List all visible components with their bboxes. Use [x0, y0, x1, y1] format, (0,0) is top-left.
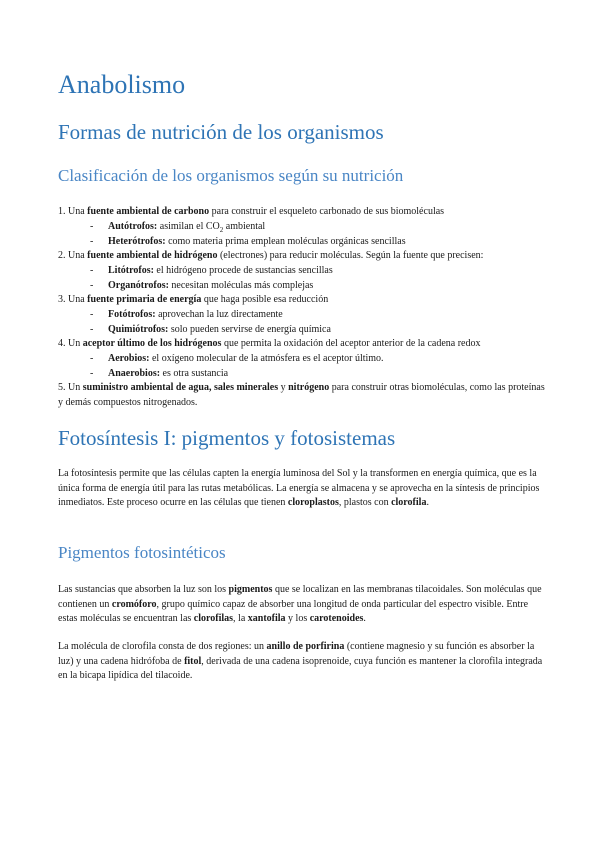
sub-item-text: aprovechan la luz directamente	[155, 309, 283, 320]
paragraph-bold: clorofilas	[193, 613, 234, 624]
page-title: Anabolismo	[58, 70, 186, 99]
subsection-heading-pigmentos: Pigmentos fotosintéticos	[58, 543, 226, 562]
list-item-text: 5. Un	[58, 382, 83, 393]
sub-item-bold: Heterótrofos:	[108, 236, 166, 247]
sub-item-text: como materia prima emplean moléculas orgánicas sencillas	[165, 236, 406, 247]
list-item-5	[58, 381, 548, 410]
paragraph-text: , grupo químico capaz de absorber una longitud de onda particular del espectro visible. Entre estas moléculas se encuentran las	[58, 598, 529, 624]
sub-item-litotrofos: - Litótrofos: el hidrógeno procede de sustancias sencillas	[90, 265, 333, 276]
list-item-bold: suministro ambiental de agua, sales minerales	[82, 382, 279, 393]
sub-item-text: asimilan el CO	[157, 221, 220, 232]
paragraph-bold: cromóforo	[111, 598, 157, 610]
sub-item-bold: Litótrofos:	[108, 265, 154, 276]
paragraph-clorofila	[58, 640, 548, 684]
sub-item-bold: Autótrofos:	[108, 221, 158, 232]
list-item-bold: nitrógeno	[288, 382, 330, 393]
list-item-4	[58, 337, 481, 351]
sub-item-aerobios: - Aerobios: el oxígeno molecular de la atmósfera es el aceptor último.	[90, 353, 384, 364]
sub-item-heterotrofos: - Heterótrofos: como materia prima emplean moléculas orgánicas sencillas	[90, 236, 406, 247]
paragraph-bold: xantofila	[247, 613, 286, 624]
paragraph-text: , la	[233, 613, 248, 624]
section-heading-nutricion: Formas de nutrición de los organismos	[58, 120, 384, 144]
sub-item-fototrofos: - Fotótrofos: aprovechan la luz directamente	[90, 309, 283, 320]
list-item-bold: fuente ambiental de hidrógeno	[87, 250, 218, 261]
list-item-text: para construir otras biomoléculas, como las proteínas y demás compuestos nitrogenados.	[58, 382, 545, 408]
paragraph-text: que se localizan en las membranas tilacoidales. Son moléculas que contienen un	[58, 584, 542, 610]
paragraph-text: , plastos con	[338, 497, 392, 508]
sub-item-anaerobios: - Anaerobios: es otra sustancia	[90, 368, 229, 379]
list-item-3	[58, 293, 328, 307]
sub-item-text: ambiental	[223, 221, 266, 232]
paragraph-bold: fitol	[184, 655, 202, 667]
list-item-bold: fuente ambiental de carbono	[87, 206, 210, 217]
sub-item-organotrofos: - Organótrofos: necesitan moléculas más complejas	[90, 280, 314, 291]
list-item-text: para construir el esqueleto carbonado de sus biomoléculas	[209, 206, 445, 217]
list-item-bold: aceptor último de los hidrógenos	[82, 338, 222, 349]
paragraph-bold: anillo de porfirina	[266, 641, 345, 652]
sub-item-bold: Fotótrofos:	[108, 309, 156, 320]
paragraph-pigmentos	[58, 583, 548, 627]
list-item-bold: fuente primaria de energía	[87, 294, 202, 305]
sub-item-text: solo pueden servirse de energía química	[168, 324, 331, 335]
sub-item-text: necesitan moléculas más complejas	[168, 280, 314, 291]
subsection-heading-clasificacion: Clasificación de los organismos según su nutrición	[58, 166, 404, 185]
list-item-2	[58, 249, 483, 263]
sub-item-autotrofos: - Autótrofos: asimilan el $CO_2$ ambiental	[90, 221, 266, 234]
list-item-text: (electrones) para reducir moléculas. Según la fuente que precisen:	[217, 250, 484, 261]
list-item-text: 4. Un	[58, 338, 83, 349]
sub-item-quimiotrofos: - Quimiótrofos: solo pueden servirse de energía química	[90, 324, 331, 335]
subscript: 2	[219, 226, 224, 234]
paragraph-fotosintesis	[58, 467, 548, 511]
paragraph-text: , derivada de una cadena isoprenoide, cuya función es mantener la clorofila integrada en la bicapa lipídica del tilacoide.	[58, 655, 543, 681]
paragraph-bold: cloroplastos	[287, 497, 339, 508]
sub-item-bold: Aerobios:	[108, 353, 150, 364]
list-item-text: y	[278, 382, 289, 393]
list-item-text: 3. Una	[58, 294, 88, 305]
paragraph-text: y los	[285, 613, 310, 624]
list-item-text: 1. Una	[58, 206, 88, 217]
paragraph-text: (contiene magnesio y su función es absorber la luz) y una cadena hidrófoba de	[58, 641, 535, 667]
paragraph-bold: pigmentos	[228, 584, 273, 595]
paragraph-text: La molécula de clorofila consta de dos regiones: un	[58, 641, 267, 652]
sub-item-bold: Anaerobios:	[108, 368, 161, 379]
list-item-1	[58, 205, 444, 219]
paragraph-text: .	[426, 497, 429, 508]
sub-item-text: el oxígeno molecular de la atmósfera es el aceptor último.	[149, 353, 384, 364]
paragraph-text: La fotosíntesis permite que las células capten la energía luminosa del Sol y la transformen en energía química, que es la única forma de energía útil para las rutas metabólicas. La energía se almacena y se aprovecha en la síntesis de principios inmediatos. Este proceso ocurre en las células que tienen	[58, 468, 540, 508]
list-item-text: 2. Una	[58, 250, 88, 261]
sub-item-text: el hidrógeno procede de sustancias sencillas	[153, 265, 333, 276]
sub-item-bold: Organótrofos:	[108, 280, 169, 291]
list-item-text: que haga posible esa reducción	[201, 294, 329, 305]
list-item-text: que permita la oxidación del aceptor anterior de la cadena redox	[221, 338, 481, 349]
section-heading-fotosintesis: Fotosíntesis I: pigmentos y fotosistemas	[58, 426, 396, 450]
sub-item-text: es otra sustancia	[160, 368, 229, 379]
sub-item-bold: Quimiótrofos:	[108, 324, 169, 335]
paragraph-bold: carotenoides	[309, 613, 364, 624]
paragraph-text: Las sustancias que absorben la luz son los	[58, 584, 229, 595]
paragraph-bold: clorofila	[391, 497, 427, 508]
paragraph-text: .	[363, 613, 366, 624]
